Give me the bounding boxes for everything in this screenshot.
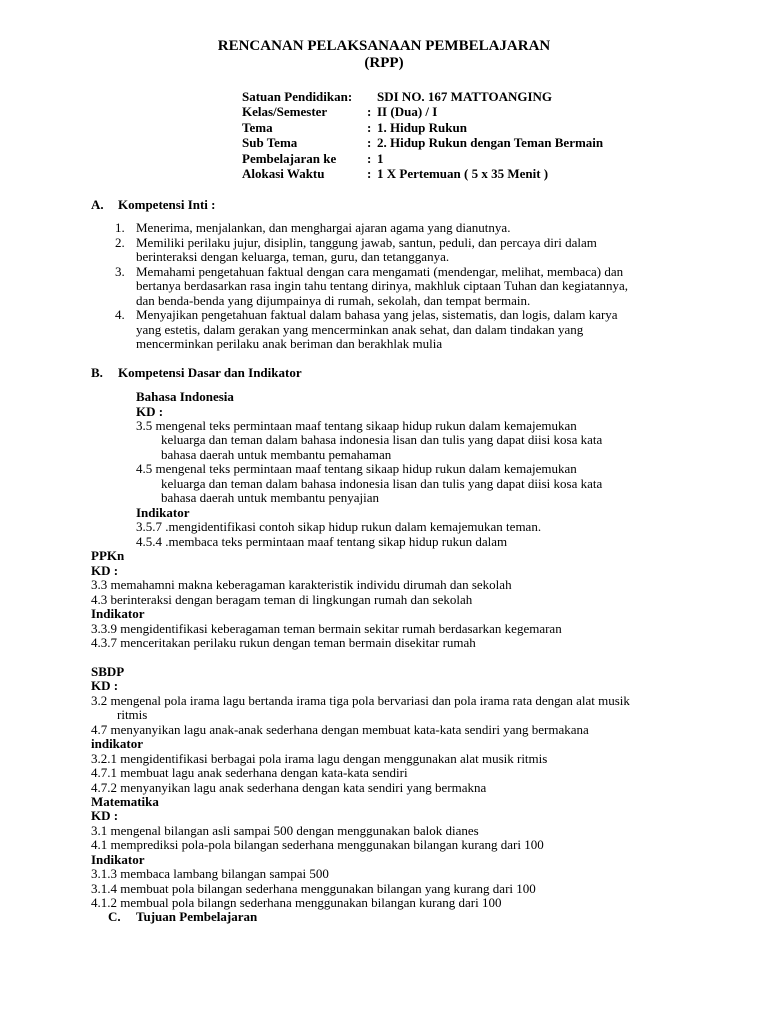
identity-sep: : xyxy=(367,166,372,181)
indikator-label: indikator xyxy=(91,736,144,751)
kd-item: ritmis xyxy=(117,707,148,722)
section-a-letter: A. xyxy=(91,197,104,212)
identity-value: SDI NO. 167 MATTOANGING xyxy=(377,89,553,104)
subject-heading: Bahasa Indonesia xyxy=(136,389,234,404)
identity-sep: : xyxy=(367,104,372,119)
identity-label: Alokasi Waktu xyxy=(242,166,325,181)
identity-value: 1. Hidup Rukun xyxy=(377,120,467,135)
indikator-item: 4.1.2 membual pola bilangn sederhana menggunakan bilangan kurang dari 100 xyxy=(91,895,502,910)
identity-value: 1 xyxy=(377,151,384,166)
indikator-item: 4.5.4 .membaca teks permintaan maaf tentang sikap hidup rukun dalam xyxy=(136,534,508,549)
indikator-label: Indikator xyxy=(91,606,145,621)
section-b-letter: B. xyxy=(91,365,103,380)
list-number: 1. xyxy=(115,220,125,235)
section-c-title: Tujuan Pembelajaran xyxy=(136,909,258,924)
indikator-item: 4.7.1 membuat lagu anak sederhana dengan kata-kata sendiri xyxy=(91,765,408,780)
section-b-title: Kompetensi Dasar dan Indikator xyxy=(118,365,302,380)
kd-item: 3.3 memahamni makna keberagaman karakteristik individu dirumah dan sekolah xyxy=(91,577,512,592)
kd-item: 3.1 mengenal bilangan asli sampai 500 dengan menggunakan balok dianes xyxy=(91,823,479,838)
list-number: 2. xyxy=(115,235,125,250)
list-number: 3. xyxy=(115,264,125,279)
subject-heading: SBDP xyxy=(91,664,125,679)
kd-item: 4.7 menyanyikan lagu anak-anak sederhana dengan membuat kata-kata sendiri yang bermakana xyxy=(91,722,589,737)
indikator-item: 3.3.9 mengidentifikasi keberagaman teman bermain sekitar rumah berdasarkan kegemaran xyxy=(91,621,562,636)
subject-heading: PPKn xyxy=(91,548,125,563)
list-item: Memiliki perilaku jujur, disiplin, tanggung jawab, santun, peduli, dan percaya diri dalam xyxy=(136,235,597,250)
identity-label: Sub Tema xyxy=(242,135,298,150)
indikator-item: 4.3.7 menceritakan perilaku rukun dengan teman bermain disekitar rumah xyxy=(91,635,476,650)
identity-value: 1 X Pertemuan ( 5 x 35 Menit ) xyxy=(377,166,549,181)
kd-item: 4.3 berinteraksi dengan beragam teman di lingkungan rumah dan sekolah xyxy=(91,592,473,607)
identity-value: 2. Hidup Rukun dengan Teman Bermain xyxy=(377,135,604,150)
subject-heading: Matematika xyxy=(91,794,159,809)
list-item: mencerminkan perilaku anak beriman dan berakhlak mulia xyxy=(136,336,443,351)
list-item: Memahami pengetahuan faktual dengan cara mengamati (mendengar, melihat, membaca) dan xyxy=(136,264,624,279)
kd-label: KD : xyxy=(91,563,119,578)
identity-label: Tema xyxy=(242,120,273,135)
section-a-title: Kompetensi Inti : xyxy=(118,197,216,212)
list-item: Menyajikan pengetahuan faktual dalam bahasa yang jelas, sistematis, dan logis, dalam karya xyxy=(136,307,618,322)
indikator-label: Indikator xyxy=(136,505,190,520)
kd-item: 4.5 mengenal teks permintaan maaf tentang sikaap hidup rukun dalam kemajemukan xyxy=(136,461,577,476)
indikator-item: 3.2.1 mengidentifikasi berbagai pola irama lagu dengan menggunakan alat musik ritmis xyxy=(91,751,548,766)
identity-value: II (Dua) / I xyxy=(377,104,438,119)
section-c-letter: C. xyxy=(108,909,121,924)
indikator-item: 3.1.4 membuat pola bilangan sederhana menggunakan bilangan yang kurang dari 100 xyxy=(91,881,536,896)
indikator-label: Indikator xyxy=(91,852,145,867)
list-item: berinteraksi dengan keluarga, teman, guru, dan tetangganya. xyxy=(136,249,450,264)
kd-label: KD : xyxy=(91,678,119,693)
list-item: dan benda-benda yang dijumpainya di rumah, sekolah, dan tempat bermain. xyxy=(136,293,531,308)
identity-sep: : xyxy=(367,120,372,135)
indikator-item: 4.7.2 menyanyikan lagu anak sederhana dengan kata sendiri yang bermakna xyxy=(91,780,487,795)
indikator-item: 3.5.7 .mengidentifikasi contoh sikap hidup rukun dalam kemajemukan teman. xyxy=(136,519,542,534)
kd-item: keluarga dan teman dalam bahasa indonesia lisan dan tulis yang dapat diisi kosa kata xyxy=(161,476,603,491)
kd-item: 4.1 memprediksi pola-pola bilangan sederhana menggunakan bilangan kurang dari 100 xyxy=(91,837,544,852)
kd-item: keluarga dan teman dalam bahasa indonesia lisan dan tulis yang dapat diisi kosa kata xyxy=(161,432,603,447)
identity-label: Pembelajaran ke xyxy=(242,151,337,166)
list-number: 4. xyxy=(115,307,125,322)
kd-item: 3.2 mengenal pola irama lagu bertanda irama tiga pola bervariasi dan pola irama rata dengan alat musik xyxy=(91,693,630,708)
kd-label: KD : xyxy=(136,404,164,419)
identity-label: Satuan Pendidikan: xyxy=(242,89,353,104)
kd-item: bahasa daerah untuk membantu penyajian xyxy=(161,490,380,505)
indikator-item: 3.1.3 membaca lambang bilangan sampai 500 xyxy=(91,866,329,881)
identity-sep: : xyxy=(367,151,372,166)
list-item: yang estetis, dalam gerakan yang mencerminkan anak sehat, dan dalam tindakan yang xyxy=(136,322,584,337)
identity-label: Kelas/Semester xyxy=(242,104,328,119)
list-item: Menerima, menjalankan, dan menghargai ajaran agama yang dianutnya. xyxy=(136,220,511,235)
kd-item: 3.5 mengenal teks permintaan maaf tentang sikaap hidup rukun dalam kemajemukan xyxy=(136,418,577,433)
identity-sep: : xyxy=(367,135,372,150)
kd-item: bahasa daerah untuk membantu pemahaman xyxy=(161,447,392,462)
kd-label: KD : xyxy=(91,808,119,823)
page-title: RENCANAN PELAKSANAAN PEMBELAJARAN xyxy=(217,38,551,54)
page-subtitle: (RPP) xyxy=(364,55,404,71)
list-item: bertanya berdasarkan rasa ingin tahu tentang dirinya, makhluk ciptaan Tuhan dan kegiatannya, xyxy=(136,278,629,293)
